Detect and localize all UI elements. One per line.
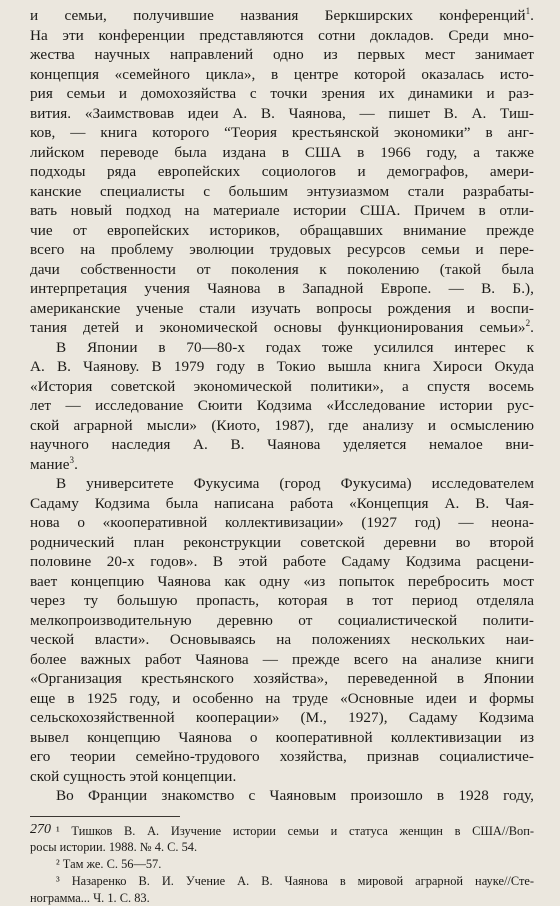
text-line: американские ученые стали изучать вопросы рождения и воспи- bbox=[30, 299, 534, 319]
text-line: его теории семейно-трудового хозяйства, признав социалистиче- bbox=[30, 747, 534, 767]
text-line: мание$^3$. bbox=[30, 455, 534, 475]
text-line: всего на проблему эволюции трудовых ресурсов семьи и пере- bbox=[30, 240, 534, 260]
text-line: половине 20-х годов». В этой работе Садаму Кодзима расцени- bbox=[30, 552, 534, 572]
text-line: концепция «семейного цикла», в центре которой оказалась исто- bbox=[30, 65, 534, 85]
footnotes bbox=[30, 823, 534, 906]
text-line: А. В. Чаянову. В 1979 году в Токио вышла книга Хироси Окуда bbox=[30, 357, 534, 377]
text-line: мелкопроизводительную деревню от социалистической полити- bbox=[30, 611, 534, 631]
body-text bbox=[30, 6, 534, 806]
footnote-line: ² Там же. С. 56—57. bbox=[30, 856, 534, 873]
text-line: лийском переводе была издана в США в 1966 году, а также bbox=[30, 143, 534, 163]
text-line: Во Франции знакомство с Чаяновым произошло в 1928 году, bbox=[30, 786, 534, 806]
text-line: рия семьи и домохозяйства с точки зрения их динамики и раз- bbox=[30, 84, 534, 104]
footnote-ref: 3 bbox=[70, 455, 75, 465]
text-line: чие от европейских историков, обращавших внимание прежде bbox=[30, 221, 534, 241]
text-line: дачи собственности от поколения к поколению (такой была bbox=[30, 260, 534, 280]
text-line: лет — исследование Сюити Кодзима «Исследование истории рус- bbox=[30, 396, 534, 416]
footnote-line: ³ Назаренко В. И. Учение А. В. Чаянова в мировой аграрной науке//Сте- bbox=[30, 873, 534, 890]
text-line: «История советской экономической политики», а спустя восемь bbox=[30, 377, 534, 397]
text-line: нова о «кооперативной коллективизации» (1927 год) — неона- bbox=[30, 513, 534, 533]
text-line: более важных работ Чаянова — прежде всего на анализе книги bbox=[30, 650, 534, 670]
text-line: еще в 1925 году, и особенно на труде «Основные идеи и формы bbox=[30, 689, 534, 709]
text-line: ков, — книга которого “Теория крестьянской экономики” в анг- bbox=[30, 123, 534, 143]
text-line: ческой власти». Основываясь на положениях нескольких наи- bbox=[30, 630, 534, 650]
text-line: сельскохозяйственной кооперации» (М., 1927), Садаму Кодзима bbox=[30, 708, 534, 728]
footnote-ref: 2 bbox=[526, 318, 531, 328]
text-line: научного наследия А. В. Чаянова уделяется немалое вни- bbox=[30, 435, 534, 455]
text-line: канские специалисты с большим энтузиазмом стали разрабаты- bbox=[30, 182, 534, 202]
text-line: тания детей и экономической основы функционирования семьи»$^2$. bbox=[30, 318, 534, 338]
footnote-divider bbox=[30, 816, 180, 817]
text-line: ской сущность этой концепции. bbox=[30, 767, 534, 787]
page-number: 270 bbox=[30, 822, 51, 838]
text-line: вывел концепцию Чаянова о кооперативной коллективизации из bbox=[30, 728, 534, 748]
text-line: вития. «Заимствовав идеи А. В. Чаянова, — пишет В. А. Тиш- bbox=[30, 104, 534, 124]
text-line: через ту большую пропасть, которая в тот период отделяла bbox=[30, 591, 534, 611]
text-line: и семьи, получившие названия Беркширских конференций$^1$. bbox=[30, 6, 534, 26]
text-line: «Организация крестьянского хозяйства», переведенной в Японии bbox=[30, 669, 534, 689]
text-line: жества научных направлений одно из первых мест занимает bbox=[30, 45, 534, 65]
text-line: Садаму Кодзима была написана работа «Концепция А. В. Чая- bbox=[30, 494, 534, 514]
text-line: интерпретация учения Чаянова в Западной Европе. — В. Б.), bbox=[30, 279, 534, 299]
text-line: вать новый подход на материале истории США. Причем в отли- bbox=[30, 201, 534, 221]
text-line: На эти конференции представляются сотни докладов. Среди мно- bbox=[30, 26, 534, 46]
text-line: роднический план реконструкции советской деревни во второй bbox=[30, 533, 534, 553]
text-line: вает концепцию Чаянова как одну «из попыток перебросить мост bbox=[30, 572, 534, 592]
text-line: ской аграрной мысли» (Киото, 1987), где анализу и осмыслению bbox=[30, 416, 534, 436]
footnote-line: нограмма... Ч. 1. С. 83. bbox=[30, 890, 534, 906]
text-line: подходы ряда европейских социологов и демографов, амери- bbox=[30, 162, 534, 182]
footnote-line: ¹ Тишков В. А. Изучение истории семьи и статуса женщин в США//Воп- bbox=[30, 823, 534, 840]
footnote-ref: 1 bbox=[526, 6, 531, 16]
text-line: В Японии в 70—80-х годах тоже усилился интерес к bbox=[30, 338, 534, 358]
footnote-line: росы истории. 1988. № 4. С. 54. bbox=[30, 839, 534, 856]
text-line: В университете Фукусима (город Фукусима) исследователем bbox=[30, 474, 534, 494]
